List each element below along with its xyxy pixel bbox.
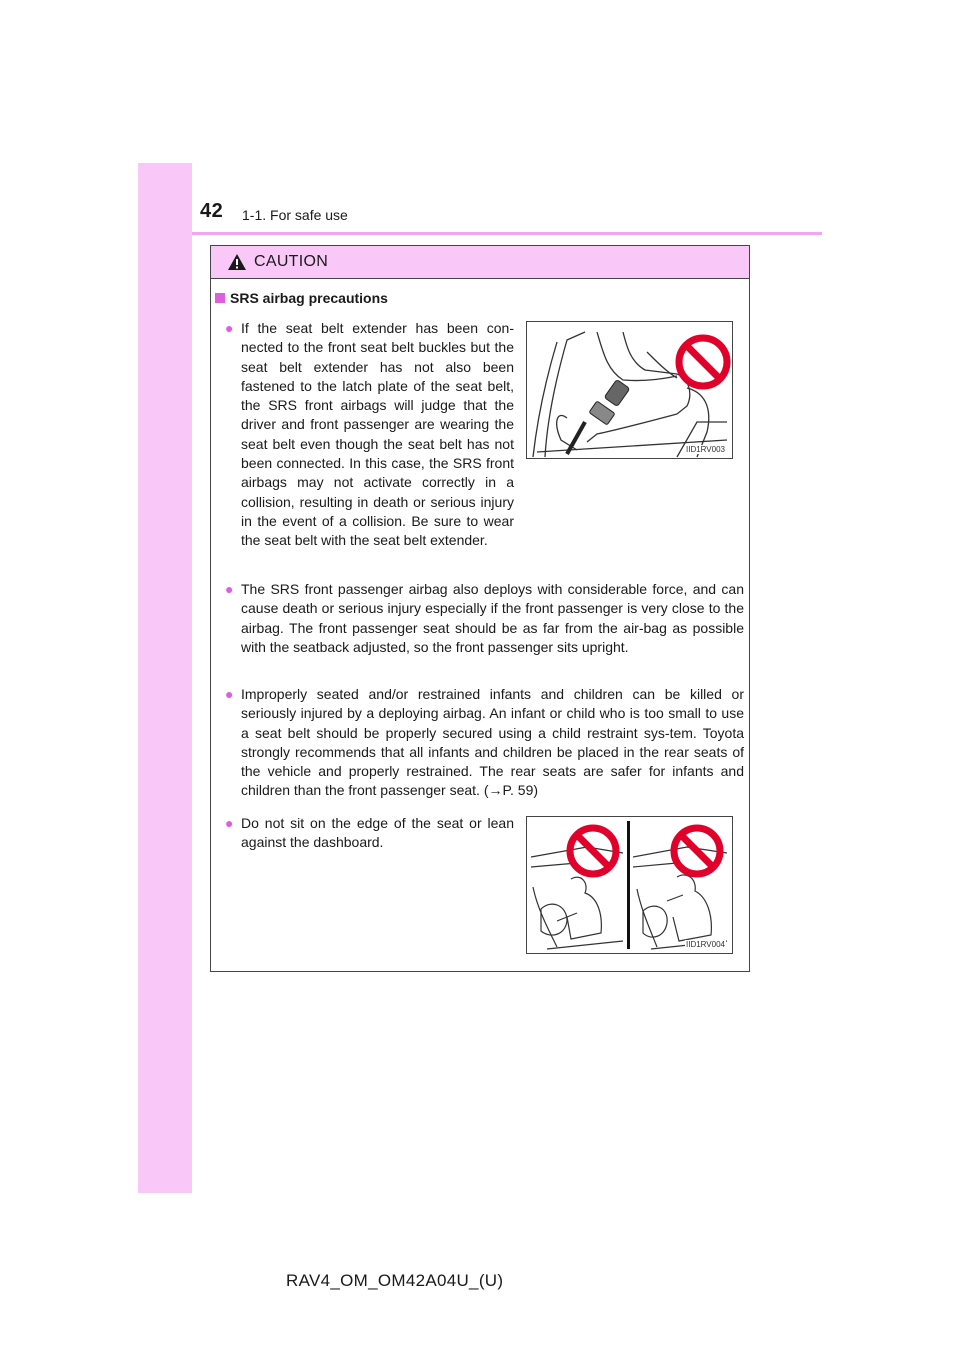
caution-box — [210, 245, 750, 972]
caution-label: CAUTION — [254, 253, 329, 270]
bullet-item — [225, 580, 744, 657]
bullet-text: Do not sit on the edge of the seat or lean against the dashboard. — [241, 815, 514, 851]
side-strip — [138, 163, 192, 1193]
square-bullet-icon — [215, 293, 225, 303]
footer-doc-code: RAV4_OM_OM42A04U_(U) — [286, 1271, 504, 1290]
seat-belt-extender-figure — [526, 321, 733, 459]
heading-text: SRS airbag precautions — [230, 290, 388, 306]
bullet-text: If the seat belt extender has been con-nected to the front seat belt buckles but the seat belt extender has not also been fastened to the latch plate of the seat belt, the SRS front airbags will judge that the driver and front passenger are wearing the seat belt even though the seat belt has not been connected. In this case, the SRS front airbags may not activate correctly in a collision, resulting in death or serious injury in the event of a collision. Be sure to wear the seat belt with the seat belt extender. — [241, 320, 514, 549]
bullet-text: Improperly seated and/or restrained infants and children can be killed or seriously injured by a deploying airbag. An infant or child who is too small to use a seat belt should be properly secured using a child restraint sys-tem. Toyota strongly recommends that all infants and children be placed in the rear seats of the vehicle and properly restrained. The rear seats are safer for infants and children than the front passenger seat. (→P. 59) — [241, 686, 744, 799]
bullet-dot-icon: ● — [225, 581, 234, 597]
caution-header — [211, 246, 749, 279]
bullet-text: The SRS front passenger airbag also deploys with considerable force, and can cause death or serious injury especially if the front passenger is very close to the airbag. The front passenger seat should be as far from the air-bag as possible with the seatback adjusted, so the front passenger sits upright. — [241, 581, 744, 655]
bullet-dot-icon: ● — [225, 320, 234, 336]
warning-triangle-icon — [227, 253, 247, 271]
figure-code: IID1RV004 — [686, 940, 725, 949]
leaning-positions-figure — [526, 816, 733, 954]
section-title: 1-1. For safe use — [242, 207, 348, 223]
page-number: 42 — [200, 200, 224, 222]
header-rule — [192, 232, 822, 235]
bullet-item — [225, 685, 744, 801]
seat-belt-extender-illustration — [527, 322, 732, 458]
bullet-item — [225, 319, 514, 551]
bullet-dot-icon: ● — [225, 815, 234, 831]
section-heading — [215, 290, 388, 306]
figure-code: IID1RV003 — [686, 445, 725, 454]
bullet-dot-icon: ● — [225, 686, 234, 702]
leaning-positions-illustration — [527, 817, 732, 953]
bullet-item — [225, 814, 514, 853]
